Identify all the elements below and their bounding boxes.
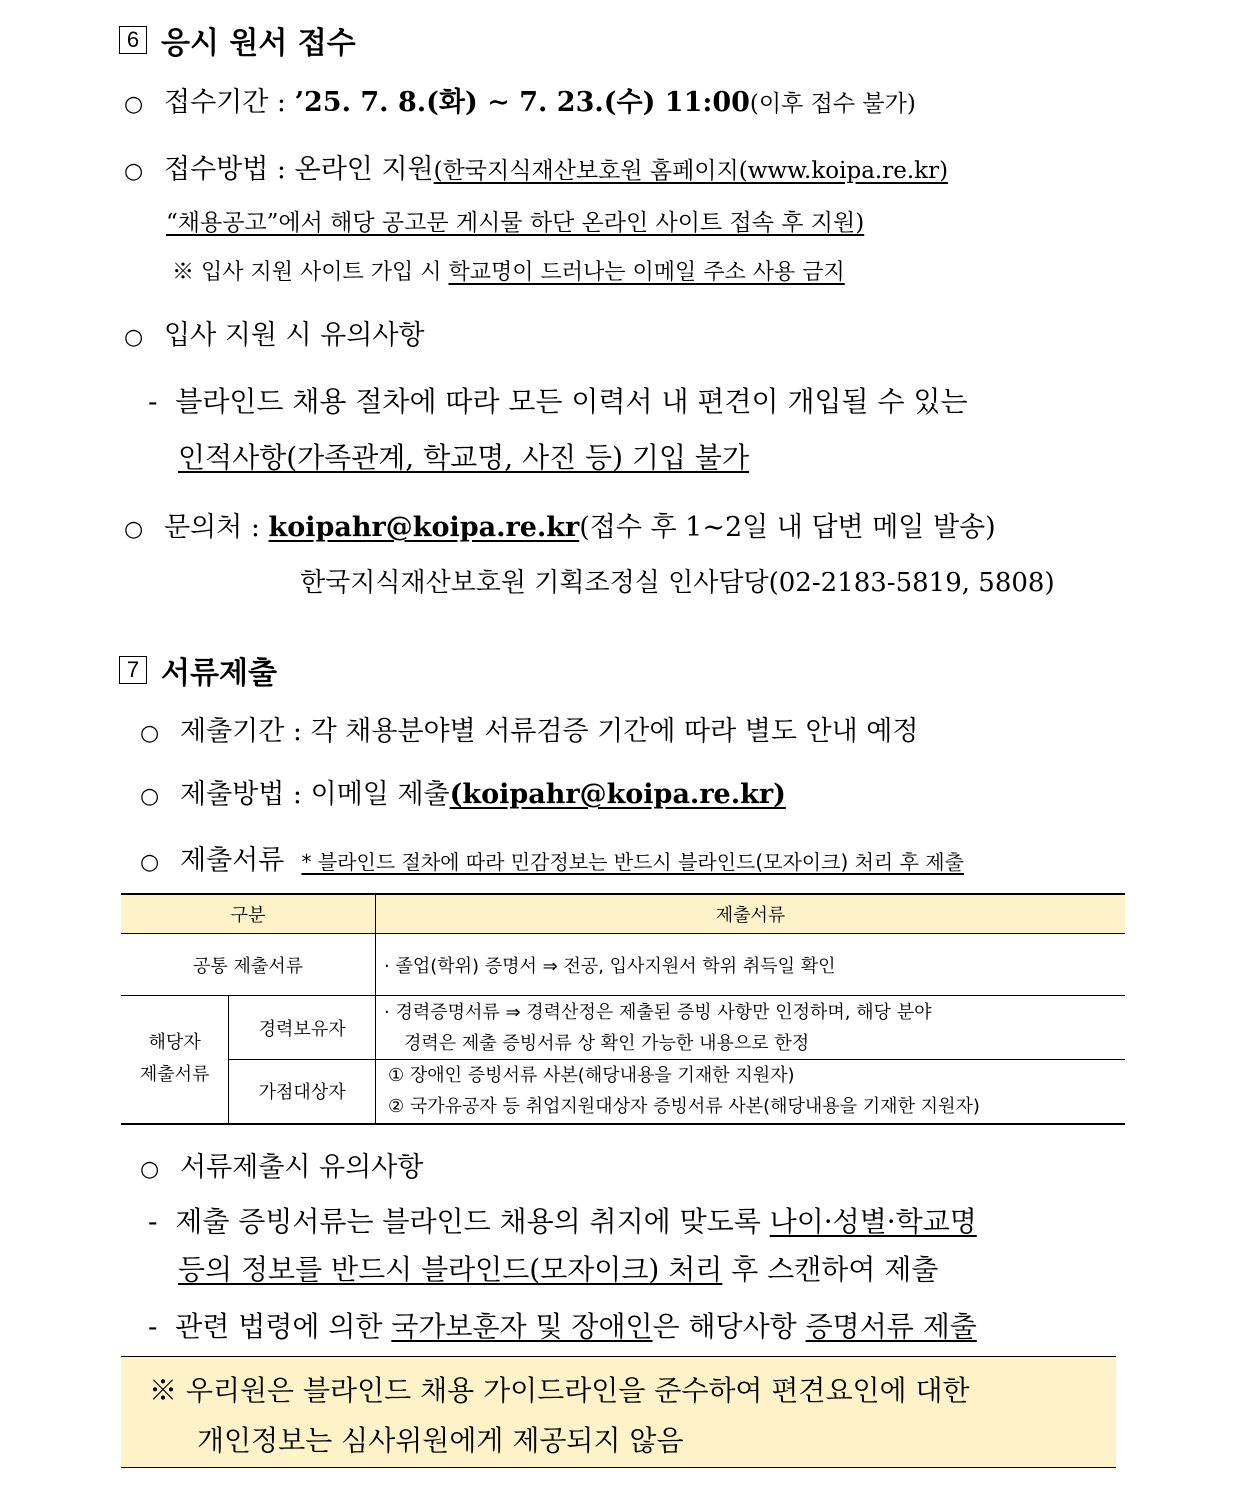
prefix: ※ 입사 지원 사이트 가입 시 bbox=[172, 260, 449, 285]
note: (접수 후 1∼2일 내 답변 메일 발송) bbox=[579, 512, 996, 543]
row-label-applicable bbox=[121, 996, 229, 1124]
table-row bbox=[121, 1060, 1125, 1124]
label: 문의처 : bbox=[164, 512, 260, 543]
value: ’25. 7. 8.(화) ∼ 7. 23.(수) 11:00 bbox=[294, 87, 750, 118]
text: 제출 증빙서류는 bbox=[175, 1205, 383, 1238]
bullet-circle: ○ bbox=[124, 517, 144, 542]
note: * 블라인드 절차에 따라 민감정보는 반드시 블라인드(모자이크) 처리 후 제출 bbox=[301, 850, 964, 874]
table-row bbox=[121, 934, 1125, 996]
table-header-row bbox=[121, 894, 1125, 934]
row-docs-career bbox=[376, 996, 1126, 1060]
docs-line: 경력은 제출 증빙서류 상 확인 가능한 내용으로 한정 bbox=[404, 1032, 810, 1054]
text: 후 스캔하여 제출 bbox=[722, 1253, 939, 1286]
text: 블라인드 채용의 취지에 맞도록 bbox=[382, 1205, 770, 1238]
bullet-dash: - bbox=[148, 385, 158, 418]
note: (이후 접수 불가) bbox=[749, 91, 916, 117]
bullet-circle: ○ bbox=[124, 92, 144, 117]
contact-department: 한국지식재산보호원 기획조정실 인사담당(02-2183-5819, 5808) bbox=[300, 568, 1055, 598]
bullet-circle: ○ bbox=[140, 1157, 160, 1182]
documents-table bbox=[121, 893, 1125, 1125]
value: 온라인 지원 bbox=[294, 154, 434, 185]
submission-caution-line-3 bbox=[148, 1305, 977, 1345]
text: 관련 법령에 의한 bbox=[175, 1310, 392, 1343]
title: 입사 지원 시 유의사항 bbox=[164, 320, 425, 351]
row-docs-bonus bbox=[376, 1060, 1126, 1124]
row-label-bonus: 가점대상자 bbox=[229, 1060, 376, 1124]
value: 이메일 제출 bbox=[310, 779, 450, 810]
section-number: 7 bbox=[119, 656, 147, 684]
text: 블라인드 채용 절차 bbox=[175, 385, 410, 418]
section-7-heading bbox=[119, 648, 277, 692]
header-documents: 제출서류 bbox=[376, 894, 1126, 934]
text: 모든 이력서 내 편견이 개입될 수 있는 bbox=[508, 385, 968, 418]
text: 은 해당사항 bbox=[652, 1310, 806, 1343]
text: 에 따라 bbox=[409, 385, 509, 418]
emphasis: 나이·성별·학교명 bbox=[769, 1205, 977, 1238]
row-label-common: 공통 제출서류 bbox=[121, 934, 376, 996]
label-line: 해당자 bbox=[148, 1032, 201, 1054]
submission-caution-line-2 bbox=[178, 1248, 938, 1288]
blind-hiring-notice bbox=[121, 1356, 1116, 1468]
application-caution-line-2: 인적사항(가족관계, 학교명, 사진 등) 기입 불가 bbox=[178, 441, 750, 474]
row-label-career: 경력보유자 bbox=[229, 996, 376, 1060]
signup-warning bbox=[172, 255, 845, 286]
application-method bbox=[124, 147, 948, 186]
bullet-circle: ○ bbox=[124, 159, 144, 184]
bullet-dash: - bbox=[148, 1205, 158, 1238]
application-caution-title bbox=[124, 313, 425, 352]
section-title: 응시 원서 접수 bbox=[161, 26, 356, 61]
label: 접수기간 : bbox=[164, 87, 287, 118]
value: 각 채용분야별 서류검증 기간에 따라 별도 안내 예정 bbox=[310, 716, 919, 747]
bullet-circle: ○ bbox=[140, 850, 160, 875]
submission-documents bbox=[140, 838, 964, 877]
emphasis: 등의 정보를 반드시 블라인드(모자이크) 처리 bbox=[178, 1253, 723, 1286]
submission-email-link[interactable]: (koipahr@koipa.re.kr) bbox=[449, 779, 786, 810]
docs-line: · 경력증명서류 ⇒ 경력산정은 제출된 증빙 사항만 인정하며, 해당 분야 bbox=[384, 1001, 932, 1023]
bullet-circle: ○ bbox=[140, 784, 160, 809]
submission-caution-title bbox=[140, 1145, 423, 1184]
docs-line: ② 국가유공자 등 취업지원대상자 증빙서류 사본(해당내용을 기재한 지원자) bbox=[388, 1096, 980, 1118]
submission-method bbox=[140, 772, 786, 811]
detail: (한국지식재산보호원 홈페이지(www.koipa.re.kr) bbox=[433, 158, 949, 184]
bullet-circle: ○ bbox=[124, 325, 144, 350]
table-row bbox=[121, 996, 1125, 1060]
section-title: 서류제출 bbox=[161, 656, 277, 691]
contact-email-link[interactable]: koipahr@koipa.re.kr bbox=[268, 512, 580, 543]
label-line: 제출서류 bbox=[139, 1064, 210, 1086]
docs-line: ① 장애인 증빙서류 사본(해당내용을 기재한 지원자) bbox=[388, 1065, 795, 1087]
header-category: 구분 bbox=[121, 894, 376, 934]
label: 제출방법 : bbox=[180, 779, 303, 810]
notice-line: 개인정보는 심사위원에게 제공되지 않음 bbox=[197, 1424, 684, 1457]
application-caution-line-1 bbox=[148, 380, 968, 420]
submission-period bbox=[140, 709, 918, 748]
bullet-circle: ○ bbox=[140, 721, 160, 746]
bullet-dash: - bbox=[148, 1310, 158, 1343]
emphasis: 학교명이 드러나는 이메일 주소 사용 금지 bbox=[448, 260, 845, 285]
label: 제출기간 : bbox=[180, 716, 303, 747]
submission-caution-line-1 bbox=[148, 1200, 977, 1240]
contact-line bbox=[124, 505, 996, 544]
section-6-heading bbox=[119, 18, 356, 62]
application-period bbox=[124, 80, 916, 119]
application-method-detail: “채용공고”에서 해당 공고문 게시물 하단 온라인 사이트 접속 후 지원) bbox=[166, 210, 865, 236]
notice-line: ※ 우리원은 블라인드 채용 가이드라인을 준수하여 편견요인에 대한 bbox=[149, 1374, 970, 1407]
row-docs-common: · 졸업(학위) 증명서 ⇒ 전공, 입사지원서 학위 취득일 확인 bbox=[376, 934, 1126, 996]
label: 접수방법 : bbox=[164, 154, 287, 185]
emphasis: 국가보훈자 및 장애인 bbox=[391, 1310, 653, 1343]
title: 서류제출시 유의사항 bbox=[180, 1152, 424, 1183]
emphasis: 증명서류 제출 bbox=[805, 1310, 977, 1343]
section-number: 6 bbox=[119, 26, 147, 54]
label: 제출서류 bbox=[180, 845, 285, 876]
